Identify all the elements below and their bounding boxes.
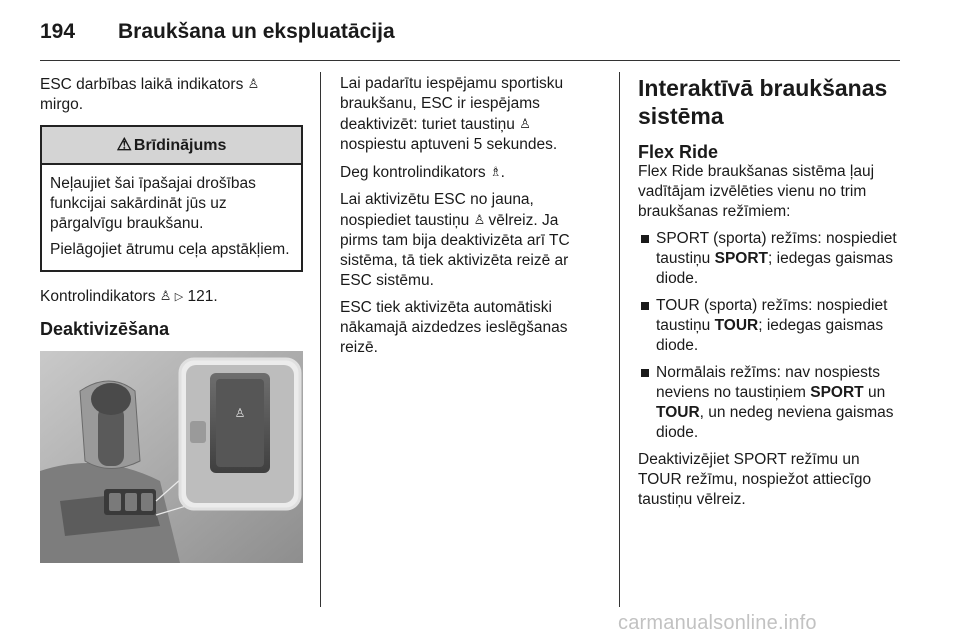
list-item: Normālais režīms: nav nospiests neviens no taustiņiem SPORT un TOUR, un nedeg neviena gaismas diode. [638, 363, 903, 443]
esc-off-indicator-icon: ♗ [489, 164, 501, 179]
reactivate-instructions: Lai aktivizētu ESC no jauna, nospiediet taustiņu ♙ vēlreiz. Ja pirms tam bija deaktivizēta arī TC sistēma, tā tiek aktivizēta reizē ar ESC sistēmu. [340, 191, 570, 289]
esc-button-icon: ♙ [473, 212, 485, 227]
indicator-lit-text: Deg kontrolindikators ♗. [340, 164, 505, 181]
warning-text-1: Neļaujiet šai īpašajai drošības funkcijai sakārdināt jūs uz pārgalvīgu braukšanu. [50, 175, 256, 232]
section-heading: Interaktīvā braukšanas sistēma [638, 75, 888, 129]
watermark: carmanualsonline.info [618, 612, 817, 634]
column-2 [340, 74, 580, 365]
column-divider-1 [320, 72, 321, 607]
esc-button-photo [40, 351, 303, 563]
flex-ride-heading: Flex Ride [638, 142, 719, 162]
warning-header [42, 127, 301, 165]
list-item: TOUR (sporta) režīms: nospiediet taustiņu TOUR; iedegas gaismas diode. [638, 296, 903, 356]
flex-ride-intro: Flex Ride braukšanas sistēma ļauj vadītājam izvēlēties vienu no trim braukšanas režīmiem: [638, 163, 875, 220]
deactivation-text: Deaktivizējiet SPORT režīmu un TOUR režīmu, nospiežot attiecīgo taustiņu vēlreiz. [638, 451, 872, 508]
esc-button-icon: ♙ [519, 116, 530, 131]
warning-title: Brīdinājums [133, 137, 227, 154]
warning-body [42, 165, 301, 270]
column-divider-2 [619, 72, 620, 607]
column-3 [638, 74, 903, 517]
page-reference-icon: ▷ [174, 291, 184, 303]
page-reference-link[interactable]: 121. [187, 288, 218, 305]
indicator-reference: Kontrolindikators ♙ ▷ 121. [40, 288, 218, 305]
warning-triangle-icon: ⚠ [116, 135, 132, 154]
deactivate-instructions: Lai padarītu iespējamu sportisku braukšanu, ESC ir iespējams deaktivizēt: turiet taustiņu ♙ nospiestu aptuveni 5 sekundes. [340, 75, 564, 153]
page-title: Braukšana un ekspluatācija [118, 20, 395, 43]
console-illustration [40, 351, 303, 563]
header-divider [40, 60, 900, 61]
esc-indicator-icon: ♙ [159, 288, 171, 303]
esc-indicator-icon: ♙ [247, 76, 259, 91]
auto-activation-text: ESC tiek aktivizēta automātiski nākamajā aizdedzes ieslēgšanas reizē. [340, 299, 568, 356]
page-number: 194 [40, 20, 76, 43]
page-header [40, 14, 900, 58]
warning-text-2: Pielāgojiet ātrumu ceļa apstākļiem. [50, 241, 290, 258]
driving-modes-list [638, 229, 903, 443]
list-item: SPORT (sporta) režīms: nospiediet taustiņu SPORT; iedegas gaismas diode. [638, 229, 903, 289]
warning-box [40, 125, 303, 272]
esc-intro-paragraph: ESC darbības laikā indikators ♙ mirgo. [40, 76, 259, 113]
svg-text:♙: ♙ [234, 406, 246, 420]
column-1 [40, 74, 303, 563]
deactivation-heading: Deaktivizēšana [40, 319, 170, 339]
